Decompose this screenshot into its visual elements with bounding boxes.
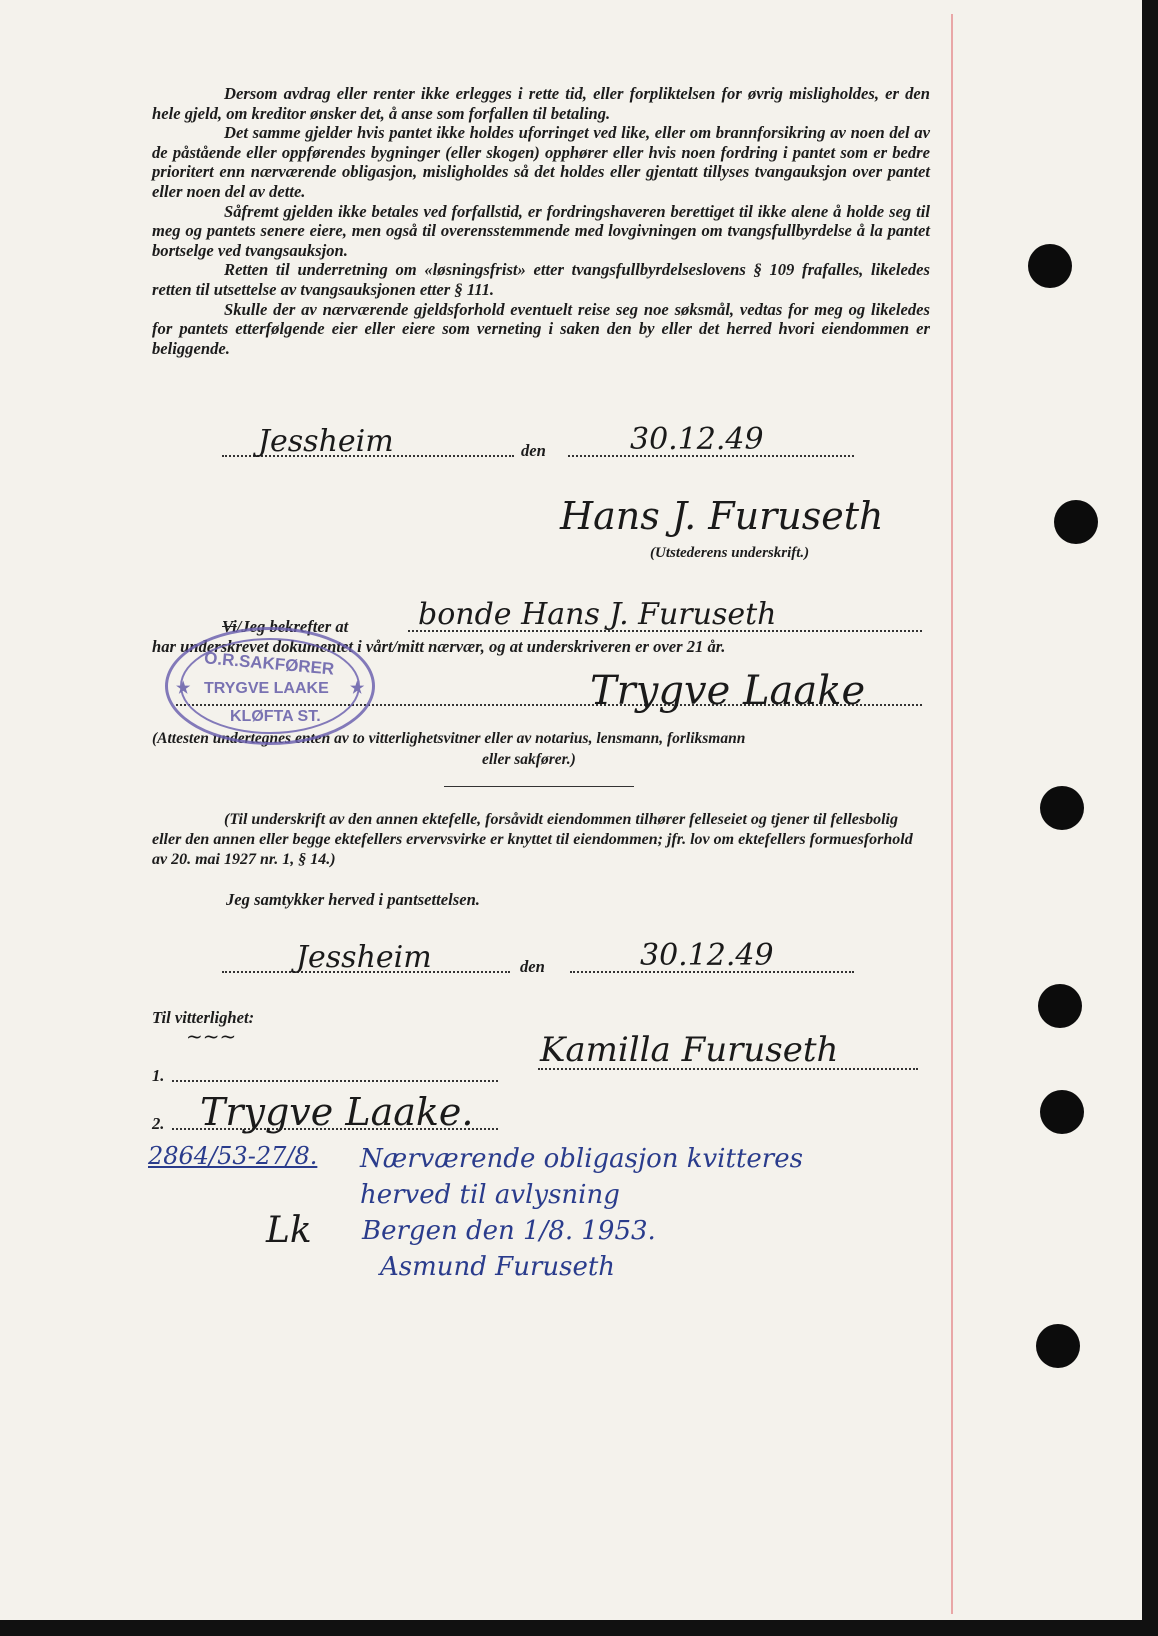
annotation-line2: herved til avlysning	[360, 1180, 620, 1210]
punch-hole	[1040, 786, 1084, 830]
witness-mark: ~~~	[186, 1024, 237, 1048]
attestation-line2: har underskrevet dokumentet i vårt/mitt nærvær, og at underskriveren er over 21 år.	[152, 637, 726, 656]
annotation-ref: 2864/53-27/8.	[148, 1142, 318, 1170]
annotation-line1: Nærværende obligasjon kvitteres	[360, 1144, 803, 1174]
punch-hole	[1038, 984, 1082, 1028]
attestation-intro: /Jeg bekrefter at	[236, 617, 349, 636]
stamp-star-right: ★	[350, 680, 365, 697]
place-handwritten: Jessheim	[258, 424, 394, 459]
attestation-caption-1: (Attesten undertegnes enten av to vitterlighetsvitner eller av notarius, lensmann, forliksmann	[152, 730, 746, 747]
date-handwritten: 30.12.49	[640, 938, 774, 973]
attestation-caption-2: eller sakfører.)	[482, 751, 576, 768]
initials: Lk	[266, 1210, 312, 1251]
punch-hole	[1028, 244, 1072, 288]
annotation-line3: Bergen den 1/8. 1953.	[362, 1216, 656, 1246]
witness-signature: Trygve Laake	[590, 668, 866, 714]
consent-text: Jeg samtykker herved i pantsettelsen.	[226, 890, 480, 909]
terms-text	[152, 84, 930, 358]
annotation-line4: Asmund Furuseth	[380, 1252, 616, 1282]
punch-hole	[1036, 1324, 1080, 1368]
paragraph: Retten til underretning om «løsningsfrist» etter tvangsfullbyrdelseslovens § 109 frafalles, likeledes retten til utsettelse av tvangsauksjonen etter § 111.	[152, 260, 930, 299]
witness-number-1: 1.	[152, 1066, 165, 1085]
punch-hole	[1040, 1090, 1084, 1134]
punch-hole	[1054, 500, 1098, 544]
margin-line	[951, 14, 953, 1614]
issuer-signature-caption: (Utstederens underskrift.)	[650, 545, 810, 561]
stamp-middle-text: TRYGVE LAAKE	[204, 680, 329, 697]
divider	[444, 786, 634, 787]
witness-heading: Til vitterlighet:	[152, 1008, 255, 1027]
struck-prefix: Vi	[222, 617, 237, 636]
spouse-note: (Til underskrift av den annen ektefelle, forsåvidt eiendommen tilhører felleseiet og tjener til fellesbolig eller den annen eller begge ektefellers ervervsvirke er knyttet til eiendommen; jfr. lov om ektefellers formuesforhold av 20. mai 1927 nr. 1, § 14.)	[152, 811, 913, 868]
den-label: den	[520, 957, 545, 976]
paragraph: Dersom avdrag eller renter ikke erlegges i rette tid, eller forpliktelsen for øvrig misligholdes, er den hele gjeld, om kreditor ønsker det, å anse som forfallen til betaling.	[152, 84, 930, 123]
witness2-signature: Trygve Laake.	[200, 1090, 474, 1134]
spouse-signature: Kamilla Furuseth	[540, 1030, 839, 1070]
witness-number-2: 2.	[152, 1114, 165, 1133]
paragraph: Det samme gjelder hvis pantet ikke holdes uforringet ved like, eller om brannforsikring av noen del av de påstående eller oppførendes bygninger (eller skogen) opphører eller hvis noen fordring i pantet som er bedre prioritert enn nærværende obligasjon, misligholdes så det holdes eller gjentatt tillyses tvangauksjon over pantet eller noen del av dette.	[152, 123, 930, 201]
den-label: den	[521, 441, 546, 460]
stamp-bottom-text: KLØFTA ST.	[230, 708, 321, 725]
place-handwritten: Jessheim	[296, 940, 432, 975]
stamp-top-text: O.R.SAKFØRER	[203, 648, 335, 679]
lawyer-stamp	[165, 627, 375, 745]
issuer-signature: Hans J. Furuseth	[560, 494, 884, 538]
witness1-line	[172, 1080, 498, 1082]
attestation-name-handwritten: bonde Hans J. Furuseth	[418, 597, 777, 632]
stamp-star-left: ★	[176, 680, 191, 697]
paragraph: Såfremt gjelden ikke betales ved forfallstid, er fordringshaveren berettiget til ikke alene å holde seg til meg og pantets senere eiere, men også til overensstemmende med lovgivningen om tvangsfullbyrdelse å la pantet bortselge ved tvangsauksjon.	[152, 201, 930, 260]
paragraph: Skulle der av nærværende gjeldsforhold eventuelt reise seg noe søksmål, vedtas for meg og likeledes for pantets etterfølgende eier eller eiere som verneting i saken den by eller det herred hvori eiendommen er beliggende.	[152, 299, 930, 358]
date-handwritten: 30.12.49	[630, 422, 764, 457]
